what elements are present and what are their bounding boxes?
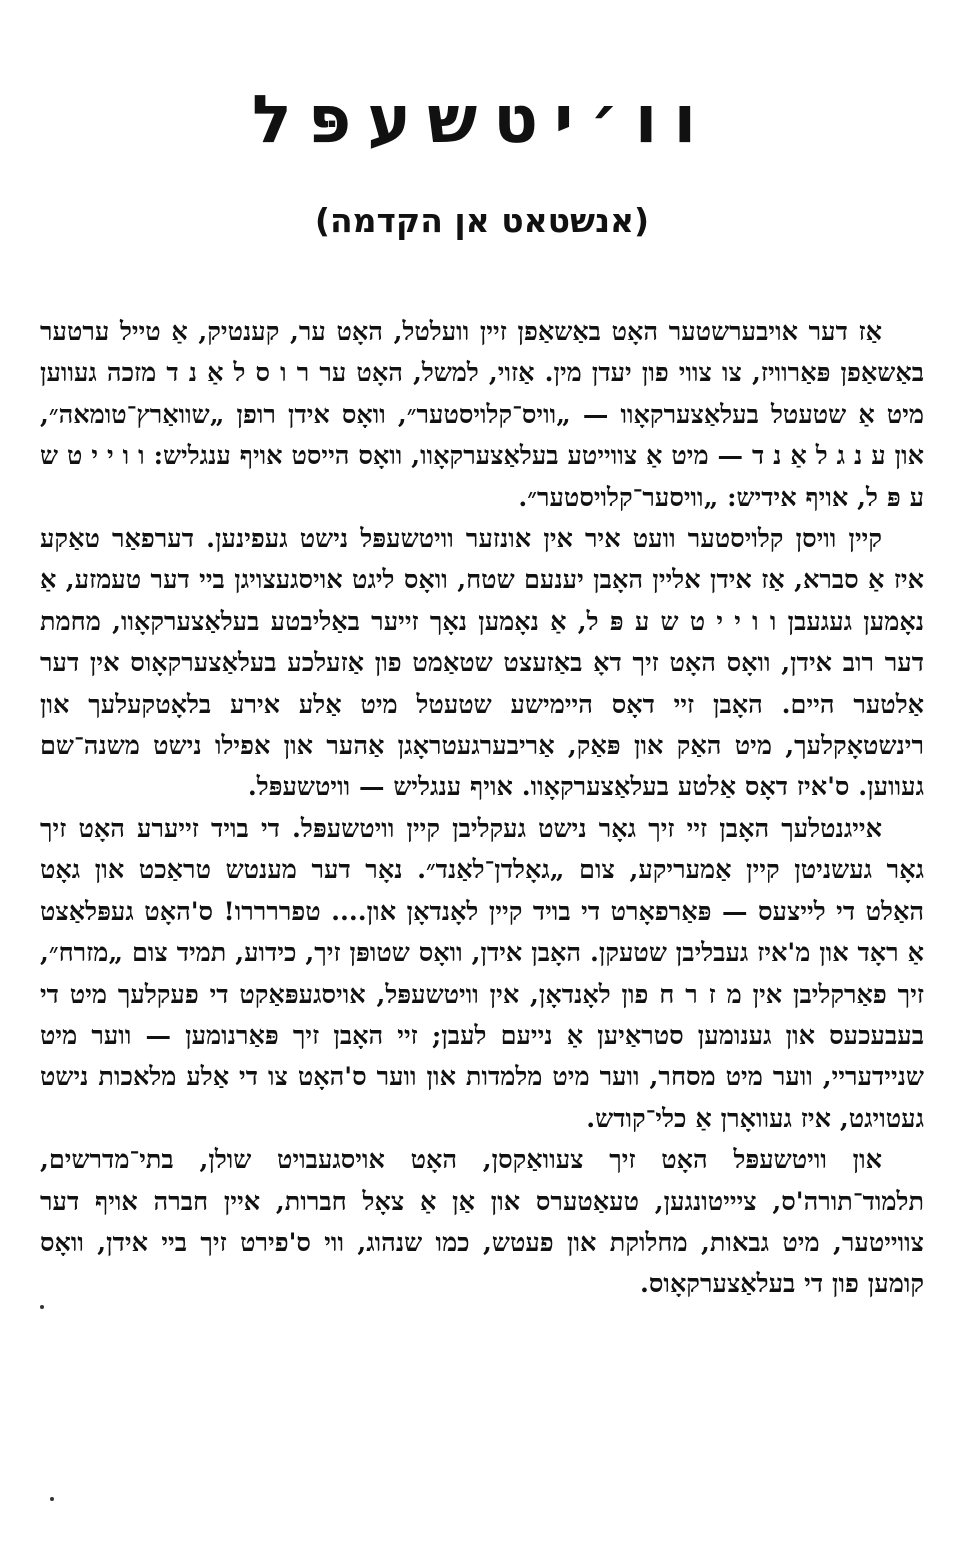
print-speck <box>50 1497 54 1501</box>
print-speck <box>40 1305 44 1309</box>
body-text <box>40 312 924 1306</box>
page-title: וו׳יטשעפּל <box>251 81 713 158</box>
paragraph-2: קיין וויסן קלויסטער וועט איר אין אונזער וויטשעפּל נישט געפינען. דערפאַר טאַקע איז אַ סברא, אַז אידן אליין האָבן יענעם שטח, וואָס ליגט אויסגעצויגן ביי דער טעמזע, אַ נאָמען געגעבן ו ו י י ט ש ע פּ ל, אַ נאָמען נאָך זייער באַליבטע בעלאַצערקאָוו, מחמת דער רוב אידן, וואָס האָט זיך דאָ באַזעצט שטאַמט פון אַזעלכע בעלאַצערקאָוס אין דער אַלטער היים. האָבן זיי דאָס היימישע שטעטל מיט אַלע אירע בלאָטקעלעך און רינשטאָקלעך, מיט האַק און פּאַק, אַריבערגעטראָגן אַהער און אפילו נישט משנה־שם געווען. ס'איז דאָס אַלטע בעלאַצערקאָוו. אויף ענגליש — וויטשעפּל. <box>40 524 924 803</box>
page-subtitle: (אנשטאט אן הקדמה) <box>314 201 650 240</box>
paragraph-4: און וויטשעפּל האָט זיך צעוואַקסן, האָט אויסגעבויט שולן, בתי־מדרשים, תלמוד־תורה'ס, ציייטונגען, טעאַטערס און אַן אַ צאָל חברות, איין חברה אויף דער צווייטער, מיט גבאות, מחלוקת און פעטש, כמו שנהוג, ווי ס'פירט זיך ביי אידן, וואָס קומען פון די בעלאַצערקאָוס. <box>40 1145 924 1300</box>
paragraph-1: אַז דער אויבערשטער האָט באַשאַפן זיין וועלטל, האָט ער, קענטיק, אַ טייל ערטער באַשאַפן פּאַרוויז, צו צווי פון יעדן מין. אַזוי, למשל, האָט ער ר ו ס ל אַ נ ד מזכה געווען מיט אַ שטעטל בעלאַצערקאָוו — „וויס־קלויסטער״, וואָס אידן רופן „שוואַרץ־טומאה״, און ע נ ג ל אַ נ ד — מיט אַ צווייטע בעלאַצערקאָוו, וואָס הייסט אויף ענגליש: ו ו י י ט ש ע פּ ל, אויף אידיש: „וויסער־קלויסטער״. <box>40 317 924 513</box>
paragraph-3: אייגנטלעך האָבן זיי זיך גאָר נישט געקליבן קיין וויטשעפּל. די בויד זייערע האָט זיך גאָר געשניטן קיין אַמעריקע, צום „גאָלדן־לאַנד״. נאָר דער מענטש טראַכט און גאָט האַלט די לייצעס — פּאַרפאָרט די בויד קיין לאָנדאָן און.... טפררררו! ס'האָט געפּלאַצט אַ ראָד און מ'איז געבליבן שטעקן. האָבן אידן, וואָס שטופּן זיך, כידוע, תמיד צום „מזרח״, זיך פאַרקליבן אין מ ז ר ח פון לאָנדאָן, אין וויטשעפּל, אויסגעפּאַקט די פעקלעך מיט די בעבעכעס און גענומען סטראַיען אַ נייעם לעבן; זיי האָבן זיך פּאַרנומען — ווער מיט שניידעריי, ווער מיט מסחר, ווער מיט מלמדות און ווער ס'האָט צו די אַלע מלאכות נישט געטויגט, איז געוואָרן אַ כלי־קודש. <box>40 813 924 1134</box>
